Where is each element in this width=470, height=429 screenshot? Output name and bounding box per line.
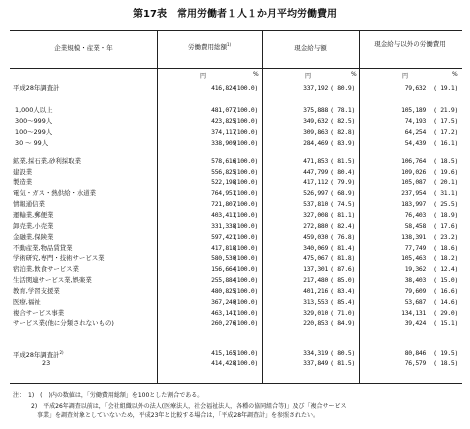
row-label: 複合サービス事業: [13, 309, 65, 317]
table-cell: (100.0): [233, 359, 258, 367]
table-cell: 471,853: [303, 157, 328, 165]
table-cell: ( 19.6): [433, 168, 458, 176]
table-cell: 340,069: [303, 244, 328, 252]
table-cell: 374,117: [211, 128, 236, 136]
table-cell: 76,403: [404, 211, 426, 219]
table-cell: (100.0): [233, 222, 258, 230]
footnote: 注： 1) ( )内の数値は，「労働費用総額」を100とした割合である。: [13, 392, 204, 399]
table-cell: 237,954: [401, 189, 426, 197]
table-cell: (100.0): [233, 276, 258, 284]
table-cell: 481,077: [211, 106, 236, 114]
row-label: 運輸業,郵便業: [13, 211, 54, 219]
table-cell: ( 18.5): [433, 359, 458, 367]
table-cell: (100.0): [233, 178, 258, 186]
table-cell: 138,391: [401, 233, 426, 241]
table-cell: ( 23.2): [433, 233, 458, 241]
table-cell: (100.0): [233, 200, 258, 208]
table-cell: 134,131: [401, 309, 426, 317]
table-cell: 597,421: [211, 233, 236, 241]
table-cell: 338,909: [211, 139, 236, 147]
table-cell: (100.0): [233, 139, 258, 147]
table-cell: 331,338: [211, 222, 236, 230]
table-cell: 417,112: [303, 178, 328, 186]
table-cell: ( 85.4): [330, 298, 355, 306]
table-cell: 53,687: [404, 298, 426, 306]
row-label: 30 ～ 99人: [15, 139, 49, 147]
column-divider: [262, 30, 263, 383]
table-cell: 79,609: [404, 287, 426, 295]
table-cell: ( 31.1): [433, 189, 458, 197]
table-cell: (100.0): [233, 349, 258, 357]
row-label: 医療,福祉: [13, 298, 41, 306]
table-cell: 64,254: [404, 128, 426, 136]
table-cell: 58,458: [404, 222, 426, 230]
table-cell: 578,616: [211, 157, 236, 165]
table-cell: ( 81.5): [330, 157, 355, 165]
table-cell: 556,825: [211, 168, 236, 176]
table-cell: (100.0): [233, 309, 258, 317]
row-label: 建設業: [13, 168, 33, 176]
row-label: 学術研究,専門・技術サービス業: [13, 254, 105, 262]
table-cell: ( 21.9): [433, 106, 458, 114]
table-cell: 764,951: [211, 189, 236, 197]
table-cell: 463,141: [211, 309, 236, 317]
table-cell: 327,008: [303, 211, 328, 219]
header-category: 企業規模・産業・年: [54, 44, 113, 52]
table-cell: ( 84.9): [330, 319, 355, 327]
table-cell: (100.0): [233, 319, 258, 327]
table-cell: ( 20.1): [433, 178, 458, 186]
table-cell: (100.0): [233, 298, 258, 306]
row-label: 300～999人: [15, 117, 53, 125]
column-divider: [359, 30, 360, 383]
table-cell: 459,030: [303, 233, 328, 241]
table-cell: 309,863: [303, 128, 328, 136]
unit-pct: %: [452, 71, 458, 78]
row-label: 平成28年調査計$^{2)}$: [13, 350, 64, 360]
table-cell: (100.0): [233, 106, 258, 114]
table-cell: 156,664: [211, 265, 236, 273]
row-label: 不動産業,物品賃貸業: [13, 244, 73, 252]
table-cell: ( 68.9): [330, 189, 355, 197]
top-rule: [10, 30, 462, 31]
unit-pct: %: [351, 71, 357, 78]
table-cell: 105,087: [401, 178, 426, 186]
table-cell: (100.0): [233, 117, 258, 125]
table-cell: 220,853: [303, 319, 328, 327]
table-cell: 522,198: [211, 178, 236, 186]
table-cell: 414,428: [211, 359, 236, 367]
table-cell: 106,764: [401, 157, 426, 165]
row-label: 電気・ガス・熱供給・水道業: [13, 189, 97, 197]
table-cell: 367,240: [211, 298, 236, 306]
table-cell: 416,824: [211, 84, 236, 92]
table-cell: ( 16.6): [433, 287, 458, 295]
footnote: 2) 平成26年調査以前は，「会社組織以外の法人(医療法人，社会福祉法人，各種の協同組合等)」及び「複合サービス: [13, 403, 347, 410]
table-cell: 313,553: [303, 298, 328, 306]
table-cell: 526,997: [303, 189, 328, 197]
table-cell: 329,010: [303, 309, 328, 317]
table-cell: ( 18.9): [433, 211, 458, 219]
table-cell: 475,067: [303, 254, 328, 262]
row-label: 100～299人: [15, 128, 53, 136]
table-cell: ( 25.5): [433, 200, 458, 208]
row-label: 鉱業,採石業,砂利採取業: [13, 157, 81, 165]
table-cell: ( 16.1): [433, 139, 458, 147]
unit-yen: 円: [200, 73, 207, 80]
table-cell: (100.0): [233, 157, 258, 165]
table-cell: 284,469: [303, 139, 328, 147]
table-cell: ( 85.0): [330, 276, 355, 284]
table-cell: 415,165: [211, 349, 236, 357]
table-cell: 183,997: [401, 200, 426, 208]
table-cell: (100.0): [233, 244, 258, 252]
table-cell: 54,439: [404, 139, 426, 147]
table-cell: ( 82.4): [330, 222, 355, 230]
header-cash: 現金給与額: [294, 44, 327, 52]
table-cell: 137,301: [303, 265, 328, 273]
table-cell: 39,424: [404, 319, 426, 327]
table-cell: (100.0): [233, 233, 258, 241]
table-cell: ( 80.9): [330, 84, 355, 92]
unit-yen: 円: [305, 73, 312, 80]
table-cell: ( 29.0): [433, 309, 458, 317]
table-cell: 76,579: [404, 359, 426, 367]
table-cell: (100.0): [233, 168, 258, 176]
table-cell: ( 74.5): [330, 200, 355, 208]
unit-pct: %: [253, 71, 259, 78]
table-cell: 260,276: [211, 319, 236, 327]
table-cell: ( 78.1): [330, 106, 355, 114]
table-cell: 337,192: [303, 84, 328, 92]
table-cell: 417,818: [211, 244, 236, 252]
table-cell: ( 80.5): [330, 349, 355, 357]
row-label: 卸売業,小売業: [13, 222, 54, 230]
table-cell: ( 18.5): [433, 157, 458, 165]
row-label: 生活関連サービス業,娯楽業: [13, 276, 92, 284]
table-cell: 272,880: [303, 222, 328, 230]
table-cell: 105,463: [401, 254, 426, 262]
table-cell: (100.0): [233, 254, 258, 262]
table-cell: ( 17.2): [433, 128, 458, 136]
table-cell: 423,825: [211, 117, 236, 125]
table-cell: 334,319: [303, 349, 328, 357]
row-label: サービス業(他に分類されないもの): [13, 319, 114, 327]
table-cell: ( 19.1): [433, 84, 458, 92]
table-cell: ( 81.4): [330, 244, 355, 252]
table-cell: ( 82.8): [330, 128, 355, 136]
table-cell: 38,403: [404, 276, 426, 284]
table-cell: 349,632: [303, 117, 328, 125]
table-cell: ( 15.1): [433, 319, 458, 327]
table-cell: 80,846: [404, 349, 426, 357]
table-cell: (100.0): [233, 265, 258, 273]
table-cell: 217,480: [303, 276, 328, 284]
table-cell: ( 17.6): [433, 222, 458, 230]
header-total: 労働費用総額$^{1)}$: [187, 42, 232, 52]
table-cell: ( 80.4): [330, 168, 355, 176]
table-cell: ( 81.8): [330, 254, 355, 262]
table-cell: 537,810: [303, 200, 328, 208]
table-cell: 79,632: [404, 84, 426, 92]
table-cell: ( 83.9): [330, 139, 355, 147]
row-label: 23: [42, 359, 51, 367]
row-label: 金融業,保険業: [13, 233, 54, 241]
table-cell: ( 18.2): [433, 254, 458, 262]
table-cell: ( 71.0): [330, 309, 355, 317]
header-rule: [10, 68, 462, 69]
table-title: 第17表 常用労働者１人１か月平均労働費用: [133, 9, 337, 20]
header-noncash: 現金給与以外の労働費用: [374, 40, 446, 48]
table-cell: 77,749: [404, 244, 426, 252]
table-cell: 480,825: [211, 287, 236, 295]
row-label: 製造業: [13, 178, 33, 186]
unit-yen: 円: [402, 73, 409, 80]
table-cell: (100.0): [233, 211, 258, 219]
table-cell: (100.0): [233, 84, 258, 92]
table-cell: 721,807: [211, 200, 236, 208]
table-cell: ( 83.4): [330, 287, 355, 295]
table-cell: 105,189: [401, 106, 426, 114]
row-label: 教育,学習支援業: [13, 287, 60, 295]
table-cell: 74,193: [404, 117, 426, 125]
table-cell: 403,411: [211, 211, 236, 219]
table-cell: (100.0): [233, 189, 258, 197]
column-divider: [157, 30, 158, 383]
table-cell: ( 81.5): [330, 359, 355, 367]
row-label: 1,000人以上: [15, 106, 53, 114]
table-cell: 401,216: [303, 287, 328, 295]
row-label: 情報通信業: [13, 200, 45, 208]
footnote: 事業」を調査対象としていないため，平成23年と比較する場合は，「平成28年調査計」を参照されたい。: [13, 412, 320, 419]
table-cell: ( 81.1): [330, 211, 355, 219]
table-cell: (100.0): [233, 128, 258, 136]
table-cell: ( 15.0): [433, 276, 458, 284]
table-cell: ( 87.6): [330, 265, 355, 273]
table-cell: ( 76.8): [330, 233, 355, 241]
table-cell: ( 14.6): [433, 298, 458, 306]
table-cell: ( 79.9): [330, 178, 355, 186]
table-cell: ( 17.5): [433, 117, 458, 125]
row-label: 宿泊業,飲食サービス業: [13, 265, 79, 273]
table-cell: 580,530: [211, 254, 236, 262]
table-cell: 337,849: [303, 359, 328, 367]
table-cell: 447,799: [303, 168, 328, 176]
bottom-rule: [10, 383, 462, 384]
table-cell: (100.0): [233, 287, 258, 295]
table-cell: ( 19.5): [433, 349, 458, 357]
table-cell: 255,884: [211, 276, 236, 284]
table-cell: 109,026: [401, 168, 426, 176]
row-label: 平成28年調査計: [13, 84, 60, 92]
table-cell: 19,362: [404, 265, 426, 273]
table-cell: ( 18.6): [433, 244, 458, 252]
table-cell: ( 82.5): [330, 117, 355, 125]
table-cell: 375,888: [303, 106, 328, 114]
table-cell: ( 12.4): [433, 265, 458, 273]
